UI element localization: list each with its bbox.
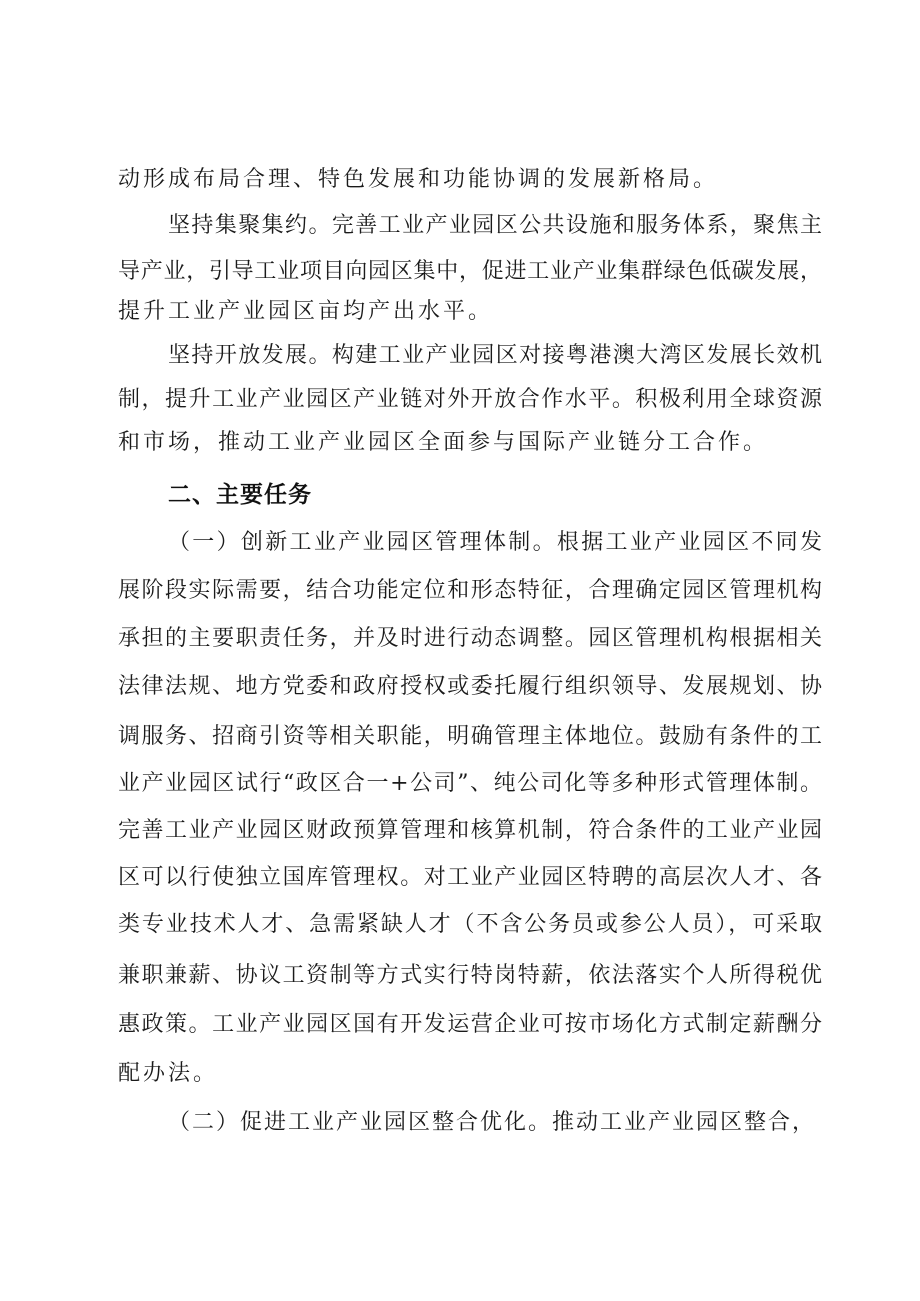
paragraph-line: 区可以行使独立国库管理权。对工业产业园区特聘的高层次人才、各 (118, 865, 822, 890)
paragraph-line: 导产业，引导工业项目向园区集中，促进工业产业集群绿色低碳发展， (118, 259, 822, 284)
paragraph-line: 类专业技术人才、急需紧缺人才（不含公务员或参公人员），可采取 (118, 912, 822, 937)
paragraph-line: 调服务、招商引资等相关职能，明确管理主体地位。鼓励有条件的工 (118, 724, 822, 749)
paragraph-line: 展阶段实际需要，结合功能定位和形态特征，合理确定园区管理机构 (118, 578, 822, 603)
paragraph-line: 和市场，推动工业产业园区全面参与国际产业链分工合作。 (118, 430, 769, 455)
paragraph-line: 业产业园区试行“政区合一+公司”、纯公司化等多种形式管理体制。 (118, 771, 822, 796)
paragraph-line: 配办法。 (118, 1061, 219, 1086)
paragraph-line: 法律法规、地方党委和政府授权或委托履行组织领导、发展规划、协 (118, 674, 822, 699)
paragraph-line: （二）促进工业产业园区整合优化。推动工业产业园区整合， (168, 1110, 817, 1135)
paragraph-line: 完善工业产业园区财政预算管理和核算机制，符合条件的工业产业园 (118, 818, 822, 843)
paragraph-line: 动形成布局合理、特色发展和功能协调的发展新格局。 (118, 167, 719, 192)
paragraph-line: 兼职兼薪、协议工资制等方式实行特岗特薪，依法落实个人所得税优 (118, 963, 822, 988)
paragraph-line: 坚持集聚集约。完善工业产业园区公共设施和服务体系，聚焦主 (168, 213, 822, 238)
paragraph-line: 承担的主要职责任务，并及时进行动态调整。园区管理机构根据相关 (118, 626, 822, 651)
paragraph-line: 坚持开放发展。构建工业产业园区对接粤港澳大湾区发展长效机 (168, 343, 822, 368)
paragraph-line: 制，提升工业产业园区产业链对外开放合作水平。积极利用全球资源 (118, 387, 822, 412)
section-heading: 二、主要任务 (168, 482, 312, 508)
paragraph-line: （一）创新工业产业园区管理体制。根据工业产业园区不同发 (168, 530, 822, 555)
paragraph-line: 提升工业产业园区亩均产出水平。 (118, 299, 494, 324)
paragraph-line: 惠政策。工业产业园区国有开发运营企业可按市场化方式制定薪酬分 (118, 1012, 822, 1037)
